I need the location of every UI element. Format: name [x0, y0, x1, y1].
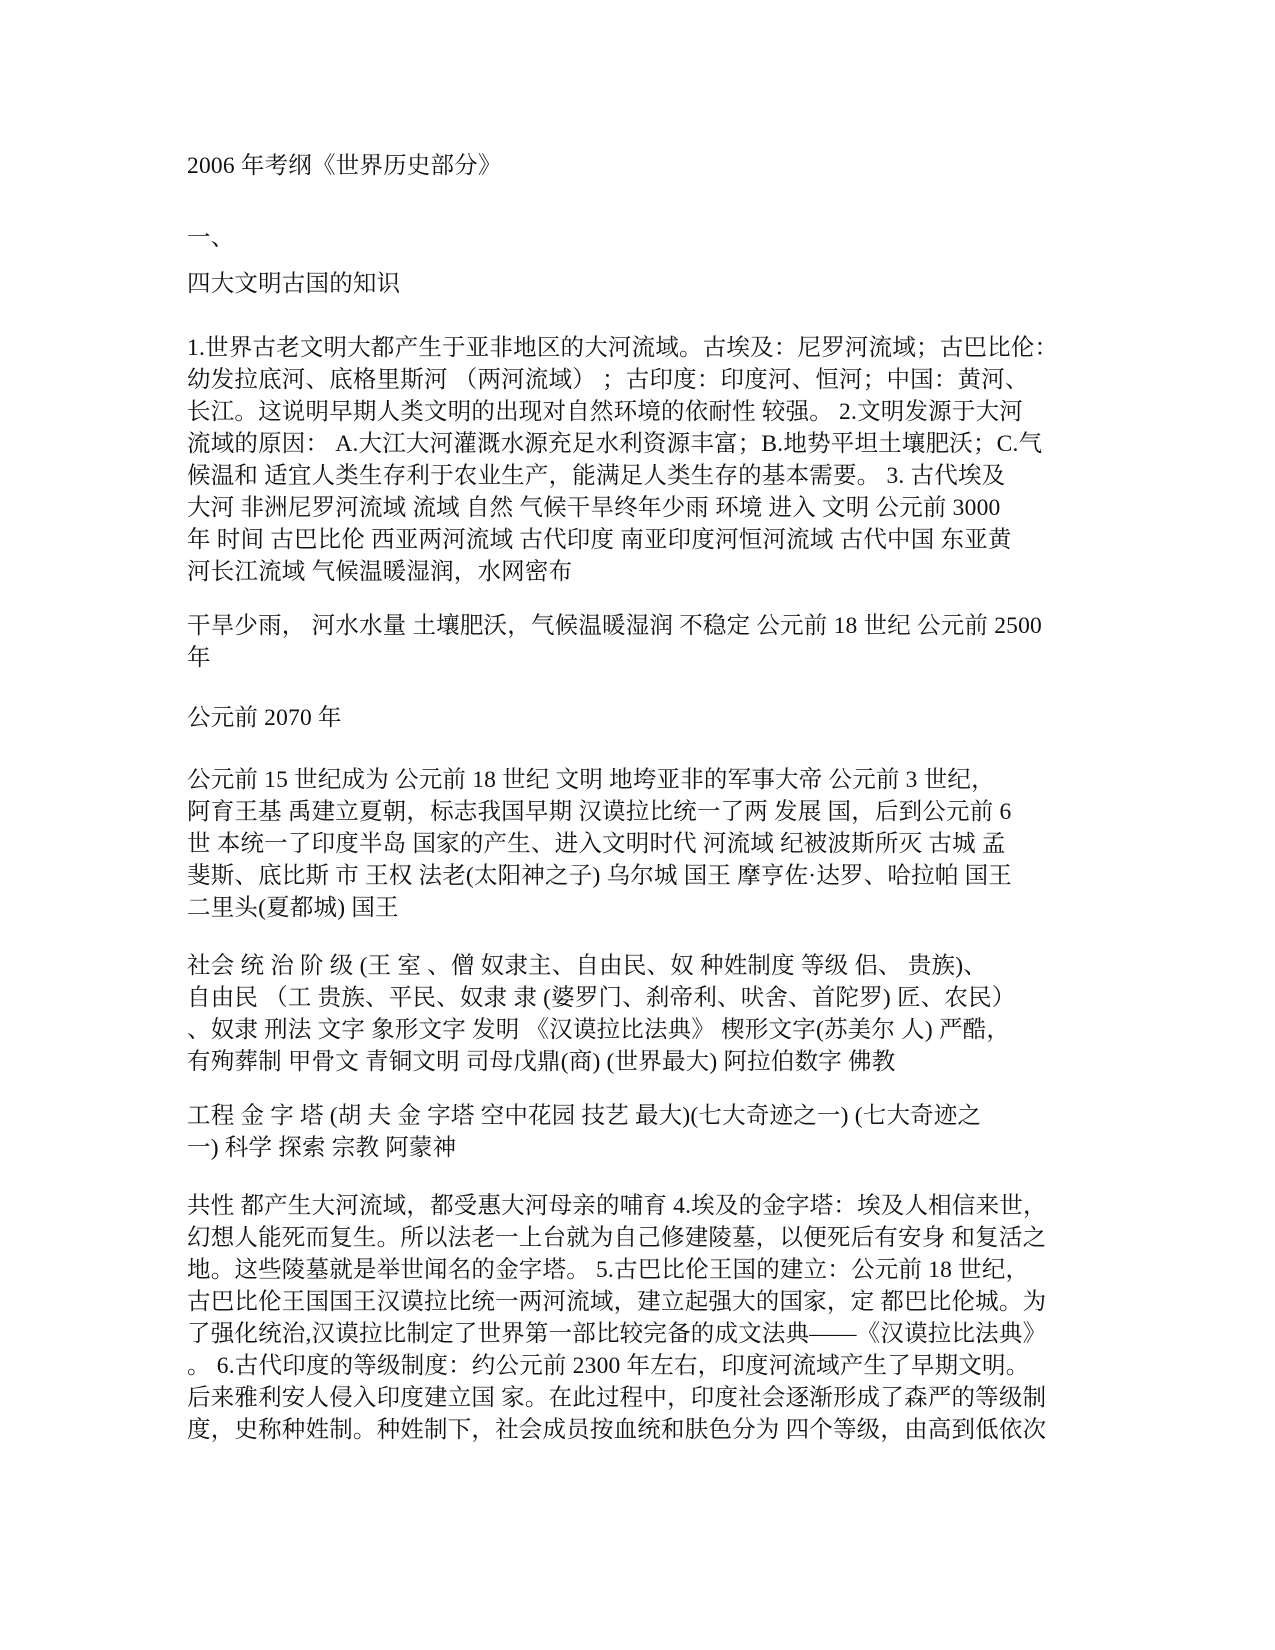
- section-title: [187, 268, 1147, 300]
- text-line: 有殉葬制 甲骨文 青铜文明 司母戊鼎(商) (世界最大) 阿拉伯数字 佛教: [187, 1049, 896, 1075]
- text-line: 干旱少雨， 河水水量 土壤肥沃，气候温暖湿润 不稳定 公元前 18 世纪 公元前 2500: [187, 613, 1042, 639]
- text-line: 长江。这说明早期人类文明的出现对自然环境的依耐性 较强。 2.文明发源于大河: [187, 399, 1023, 425]
- text-line: 幼发拉底河、底格里斯河 （两河流域） ；古印度：印度河、恒河；中国：黄河、: [187, 367, 1029, 393]
- text-line: 一) 科学 探索 宗教 阿蒙神: [187, 1135, 457, 1161]
- text-line: 河长江流域 气候温暖湿润，水网密布: [187, 559, 573, 585]
- paragraph-2: [187, 610, 1147, 674]
- text-line: 、奴隶 刑法 文字 象形文字 发明 《汉谟拉比法典》 楔形文字(苏美尔 人) 严酷，: [187, 1017, 1011, 1043]
- text-line: 阿育王基 禹建立夏朝，标志我国早期 汉谟拉比统一了两 发展 国，后到公元前 6: [187, 799, 1012, 825]
- text-line: 工程 金 字 塔 (胡 夫 金 字塔 空中花园 技艺 最大)(七大奇迹之一) (七大奇迹之: [187, 1103, 982, 1129]
- text-line: 年: [187, 645, 211, 671]
- text-line: 斐斯、底比斯 市 王权 法老(太阳神之子) 乌尔城 国王 摩亨佐·达罗、哈拉帕 国王: [187, 863, 1013, 889]
- text-line: 度，史称种姓制。种姓制下，社会成员按血统和肤色分为 四个等级，由高到低依次: [187, 1417, 1047, 1443]
- paragraph-1: [187, 332, 1147, 588]
- text-line: 大河 非洲尼罗河流域 流域 自然 气候干旱终年少雨 环境 进入 文明 公元前 3000: [187, 495, 1001, 521]
- text-line: 二里头(夏都城) 国王: [187, 895, 399, 921]
- text-line: 古巴比伦王国国王汉谟拉比统一两河流域，建立起强大的国家，定 都巴比伦城。为: [187, 1289, 1047, 1315]
- section-number: [187, 222, 1147, 254]
- title-line: 2006 年考纲《世界历史部分》: [187, 153, 502, 179]
- paragraph-5: [187, 950, 1147, 1078]
- paragraph-4: [187, 764, 1147, 924]
- text-line: 共性 都产生大河流域，都受惠大河母亲的哺育 4.埃及的金字塔：埃及人相信来世，: [187, 1193, 1047, 1219]
- text-line: 了强化统治,汉谟拉比制定了世界第一部比较完备的成文法典——《汉谟拉比法典》: [187, 1321, 1047, 1347]
- text-line: 地。这些陵墓就是举世闻名的金字塔。 5.古巴比伦王国的建立：公元前 18 世纪，: [187, 1257, 1030, 1283]
- text-line: 后来雅利安人侵入印度建立国 家。在此过程中，印度社会逐渐形成了森严的等级制: [187, 1385, 1047, 1411]
- text-line: 年 时间 古巴比伦 西亚两河流域 古代印度 南亚印度河恒河流域 古代中国 东亚黄: [187, 527, 1012, 553]
- text-line: 候温和 适宜人类生存利于农业生产，能满足人类生存的基本需要。 3. 古代埃及: [187, 463, 1006, 489]
- text-line: 幻想人能死而复生。所以法老一上台就为自己修建陵墓，以便死后有安身 和复活之: [187, 1225, 1047, 1251]
- text-line: 社会 统 治 阶 级 (王 室 、僧 奴隶主、自由民、奴 种姓制度 等级 侣、 贵族)、: [187, 953, 987, 979]
- paragraph-3: [187, 702, 1147, 734]
- text-line: 公元前 2070 年: [187, 705, 342, 731]
- section-title-line: 四大文明古国的知识: [187, 271, 401, 297]
- paragraph-6: [187, 1100, 1147, 1164]
- text-line: 世 本统一了印度半岛 国家的产生、进入文明时代 河流域 纪被波斯所灭 古城 孟: [187, 831, 1006, 857]
- text-line: 公元前 15 世纪成为 公元前 18 世纪 文明 地垮亚非的军事大帝 公元前 3 世纪，: [187, 767, 995, 793]
- text-line: 。 6.古代印度的等级制度：约公元前 2300 年左右，印度河流域产生了早期文明。: [187, 1353, 1030, 1379]
- paragraph-7: [187, 1190, 1147, 1446]
- document-title: [187, 150, 1147, 182]
- text-line: 1.世界古老文明大都产生于亚非地区的大河流域。古埃及：尼罗河流域；古巴比伦：: [187, 335, 1059, 361]
- text-line: 自由民 （工 贵族、平民、奴隶 隶 (婆罗门、刹帝利、吠舍、首陀罗) 匠、农民）: [187, 985, 1016, 1011]
- text-line: 流域的原因： A.大江大河灌溉水源充足水利资源丰富；B.地势平坦土壤肥沃；C.气: [187, 431, 1043, 457]
- section-number-line: 一、: [187, 225, 235, 251]
